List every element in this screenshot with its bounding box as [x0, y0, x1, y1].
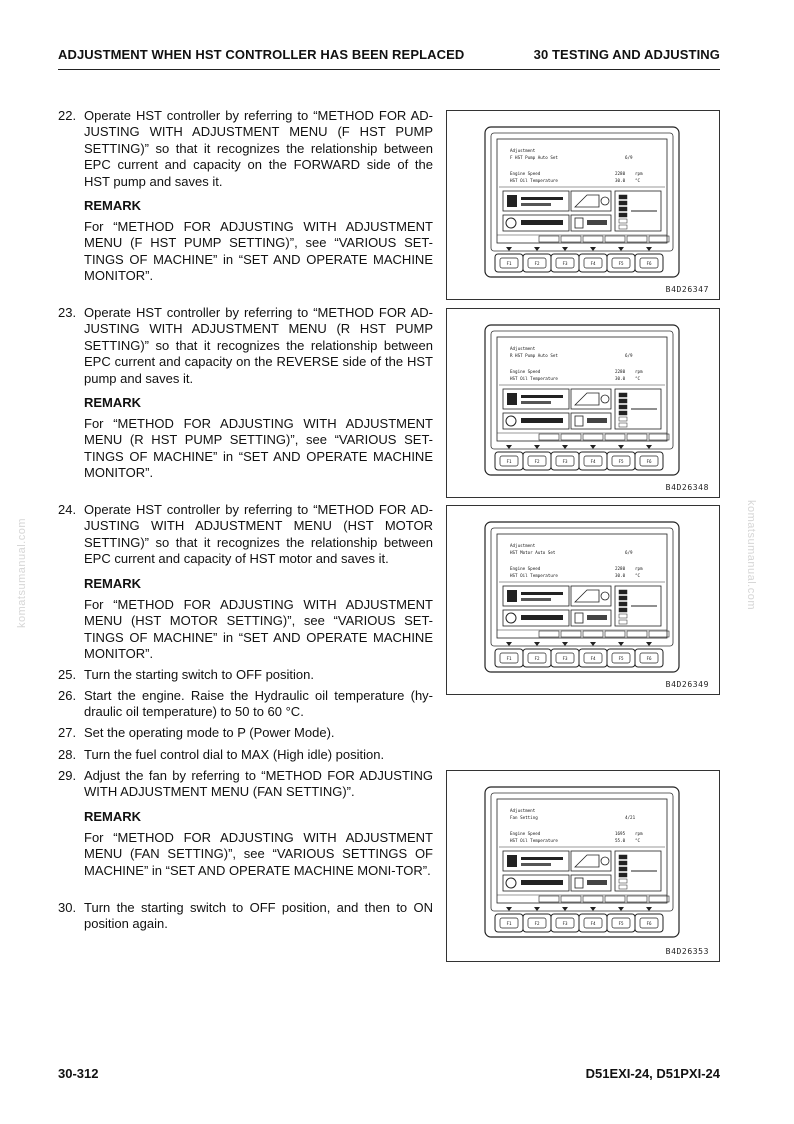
function-key-label: F4: [590, 921, 596, 926]
function-key-label: F1: [506, 261, 512, 266]
monitor-illustration: [447, 111, 719, 299]
arrow-icon: [618, 445, 624, 449]
remark-heading: REMARK: [84, 198, 142, 213]
arrow-icon: [618, 907, 624, 911]
oil-temp-unit: °C: [635, 376, 641, 381]
engine-speed-unit: rpm: [635, 566, 643, 571]
step-number: 24.: [58, 502, 77, 517]
oil-temp-value: 55.0: [615, 838, 626, 843]
step-text: Turn the starting switch to OFF position, and then to ON position again.: [84, 900, 433, 932]
screen-item: Fan Setting: [510, 815, 538, 820]
step-number: 22.: [58, 108, 77, 123]
screen-count: 6/9: [625, 550, 633, 555]
gauge-icon: [507, 855, 517, 867]
step-text: Adjust the fan by referring to “METHOD FOR ADJUSTING WITH ADJUSTMENT MENU (FAN SETTING)”.: [84, 768, 433, 800]
arrow-icon: [646, 247, 652, 251]
step-text: Start the engine. Raise the Hydraulic oil temperature (hy-draulic oil temperature) to 50 to 60 °C.: [84, 688, 433, 720]
monitor-figure-3: [446, 505, 720, 695]
monitor: [485, 127, 679, 277]
function-key-label: F5: [618, 921, 624, 926]
watermark-left: komatsumanual.com: [16, 518, 28, 628]
arrow-icon: [534, 445, 540, 449]
screen-item: R HST Pump Auto Set: [510, 353, 558, 358]
section-title: ADJUSTMENT WHEN HST CONTROLLER HAS BEEN REPLACED: [58, 47, 465, 62]
screen-item: HST Motor Auto Set: [510, 550, 556, 555]
figure-id: B4D26347: [665, 285, 709, 294]
arrow-icon: [562, 907, 568, 911]
function-key-label: F1: [506, 656, 512, 661]
gauge-segment: [619, 596, 627, 600]
gauge-segment: [619, 195, 627, 199]
page-header: [58, 47, 720, 69]
gauge-bar: [521, 592, 563, 595]
function-key-label: F1: [506, 459, 512, 464]
step-23: [58, 305, 433, 387]
function-key-label: F6: [646, 921, 652, 926]
engine-speed-label: Engine Speed: [510, 831, 541, 836]
engine-speed-label: Engine Speed: [510, 171, 541, 176]
function-key-label: F3: [562, 459, 568, 464]
figure-id: B4D26349: [665, 680, 709, 689]
model-numbers: D51EXI-24, D51PXI-24: [585, 1066, 720, 1081]
function-key-label: F6: [646, 459, 652, 464]
gauge-bar: [521, 395, 563, 398]
remark-text: For “METHOD FOR ADJUSTING WITH ADJUSTMENT MENU (F HST PUMP SETTING)”, see “VARIOUS SET-TINGS OF MACHINE” in “SET AND OPERATE MACHINE MONITOR”.: [84, 219, 433, 284]
arrow-icon: [506, 907, 512, 911]
screen-count: 6/9: [625, 353, 633, 358]
gauge-segment: [619, 873, 627, 877]
monitor-figure-1: [446, 110, 720, 300]
arrow-icon: [534, 247, 540, 251]
gauge-segment: [619, 590, 627, 594]
step-26: [58, 688, 433, 721]
monitor-illustration: [447, 771, 719, 961]
gauge-bar: [521, 220, 563, 225]
function-key-label: F3: [562, 656, 568, 661]
step-number: 26.: [58, 688, 77, 703]
step-number: 27.: [58, 725, 77, 740]
step-number: 23.: [58, 305, 77, 320]
watermark-right: komatsumanual.com: [745, 500, 757, 610]
gauge-bar: [521, 863, 551, 866]
step-text: Operate HST controller by referring to “METHOD FOR AD-JUSTING WITH ADJUSTMENT MENU (F HST PUMP SETTING)” so that it recognizes the relationship between EPC current and capacity on the FORWARD side of the HST pump and saves it.: [84, 108, 433, 189]
step-number: 29.: [58, 768, 77, 783]
step-28: [58, 747, 433, 763]
arrow-icon: [590, 247, 596, 251]
step-25: [58, 667, 433, 683]
function-key-label: F5: [618, 459, 624, 464]
function-key-label: F4: [590, 261, 596, 266]
gauge-segment: [619, 608, 627, 612]
arrow-icon: [590, 642, 596, 646]
function-key-label: F6: [646, 656, 652, 661]
function-key-label: F4: [590, 656, 596, 661]
arrow-icon: [506, 445, 512, 449]
gauge-segment: [619, 405, 627, 409]
remark-text: For “METHOD FOR ADJUSTING WITH ADJUSTMENT MENU (HST MOTOR SETTING)”, see “VARIOUS SET-TINGS OF MACHINE” in “SET AND OPERATE MACHINE MONITOR”.: [84, 597, 433, 662]
step-number: 25.: [58, 667, 77, 682]
engine-speed-label: Engine Speed: [510, 566, 541, 571]
step-number: 30.: [58, 900, 77, 915]
gauge-bar: [587, 220, 607, 225]
engine-speed-unit: rpm: [635, 171, 643, 176]
gauge-segment: [619, 399, 627, 403]
remark-heading: REMARK: [84, 576, 142, 591]
screen-title: Adjustment: [510, 346, 536, 351]
remark-heading: REMARK: [84, 809, 142, 824]
oil-temp-unit: °C: [635, 178, 641, 183]
arrow-icon: [562, 642, 568, 646]
step-number: 28.: [58, 747, 77, 762]
gauge-segment: [619, 201, 627, 205]
gauge-bar: [521, 880, 563, 885]
engine-speed-value: 1695: [615, 831, 626, 836]
function-key-label: F5: [618, 656, 624, 661]
gauge-segment: [619, 861, 627, 865]
monitor: [485, 522, 679, 672]
oil-temp-value: 30.0: [615, 376, 626, 381]
engine-speed-value: 2280: [615, 171, 626, 176]
arrow-icon: [562, 445, 568, 449]
arrow-icon: [618, 247, 624, 251]
monitor: [485, 325, 679, 475]
gauge-bar: [587, 880, 607, 885]
function-key-label: F3: [562, 921, 568, 926]
gauge-bar: [521, 598, 551, 601]
arrow-icon: [590, 445, 596, 449]
engine-speed-unit: rpm: [635, 369, 643, 374]
screen-item: F HST Pump Auto Set: [510, 155, 558, 160]
page-footer: [58, 1066, 720, 1086]
gauge-bar: [587, 615, 607, 620]
figure-id: B4D26348: [665, 483, 709, 492]
function-key-label: F3: [562, 261, 568, 266]
header-rule: [58, 69, 720, 70]
monitor: [485, 787, 679, 937]
function-key-label: F6: [646, 261, 652, 266]
oil-temp-label: HST Oil Temperature: [510, 376, 558, 381]
chapter-title: 30 TESTING AND ADJUSTING: [533, 47, 720, 62]
arrow-icon: [506, 247, 512, 251]
function-key-label: F1: [506, 921, 512, 926]
remark-heading: REMARK: [84, 395, 142, 410]
step-22: [58, 108, 433, 190]
oil-temp-value: 30.0: [615, 573, 626, 578]
arrow-icon: [618, 642, 624, 646]
gauge-segment: [619, 867, 627, 871]
gauge-bar: [521, 615, 563, 620]
step-text: Operate HST controller by referring to “METHOD FOR AD-JUSTING WITH ADJUSTMENT MENU (HST MOTOR SETTING)” so that it recognizes the relationship between EPC current and capacity of HST motor and saves it.: [84, 502, 433, 567]
gauge-bar: [521, 197, 563, 200]
step-24: [58, 502, 433, 568]
oil-temp-label: HST Oil Temperature: [510, 178, 558, 183]
monitor-figure-2: [446, 308, 720, 498]
arrow-icon: [562, 247, 568, 251]
arrow-icon: [646, 907, 652, 911]
step-text: Set the operating mode to P (Power Mode).: [84, 725, 335, 740]
gauge-segment: [619, 411, 627, 415]
gauge-bar: [587, 418, 607, 423]
function-key-label: F2: [534, 656, 540, 661]
monitor-figure-4: [446, 770, 720, 962]
gauge-bar: [521, 418, 563, 423]
step-29: [58, 768, 433, 801]
gauge-bar: [521, 401, 551, 404]
oil-temp-unit: °C: [635, 838, 641, 843]
screen-count: 4/21: [625, 815, 636, 820]
arrow-icon: [590, 907, 596, 911]
screen-count: 6/9: [625, 155, 633, 160]
gauge-bar: [521, 203, 551, 206]
remark-text: For “METHOD FOR ADJUSTING WITH ADJUSTMENT MENU (FAN SETTING)”, see “VARIOUS SETTINGS OF MACHINE” in “SET AND OPERATE MACHINE MONI-TOR”.: [84, 830, 433, 878]
remark-text: For “METHOD FOR ADJUSTING WITH ADJUSTMENT MENU (R HST PUMP SETTING)”, see “VARIOUS SET-TINGS OF MACHINE” in “SET AND OPERATE MACHINE MONITOR”.: [84, 416, 433, 481]
step-text: Turn the fuel control dial to MAX (High idle) position.: [84, 747, 385, 762]
monitor-illustration: [447, 309, 719, 497]
gauge-segment: [619, 207, 627, 211]
oil-temp-label: HST Oil Temperature: [510, 573, 558, 578]
arrow-icon: [646, 642, 652, 646]
arrow-icon: [534, 642, 540, 646]
screen-title: Adjustment: [510, 148, 536, 153]
gauge-segment: [619, 602, 627, 606]
oil-temp-label: HST Oil Temperature: [510, 838, 558, 843]
arrow-icon: [534, 907, 540, 911]
page-number: 30-312: [58, 1066, 99, 1081]
gauge-segment: [619, 213, 627, 217]
step-text: Turn the starting switch to OFF position.: [84, 667, 314, 682]
engine-speed-value: 2280: [615, 369, 626, 374]
figure-id: B4D26353: [665, 947, 709, 956]
function-key-label: F2: [534, 261, 540, 266]
engine-speed-unit: rpm: [635, 831, 643, 836]
step-text: Operate HST controller by referring to “METHOD FOR AD-JUSTING WITH ADJUSTMENT MENU (R HST PUMP SETTING)” so that it recognizes the relationship between EPC current and capacity on the REVERSE side of the HST pump and saves it.: [84, 305, 433, 386]
oil-temp-value: 30.0: [615, 178, 626, 183]
screen-title: Adjustment: [510, 543, 536, 548]
function-key-label: F4: [590, 459, 596, 464]
gauge-icon: [507, 195, 517, 207]
step-30: [58, 900, 433, 933]
gauge-bar: [521, 857, 563, 860]
oil-temp-unit: °C: [635, 573, 641, 578]
step-27: [58, 725, 433, 741]
monitor-illustration: [447, 506, 719, 694]
gauge-segment: [619, 393, 627, 397]
gauge-icon: [507, 590, 517, 602]
engine-speed-label: Engine Speed: [510, 369, 541, 374]
screen-title: Adjustment: [510, 808, 536, 813]
gauge-icon: [507, 393, 517, 405]
function-key-label: F2: [534, 459, 540, 464]
engine-speed-value: 2280: [615, 566, 626, 571]
arrow-icon: [646, 445, 652, 449]
arrow-icon: [506, 642, 512, 646]
function-key-label: F2: [534, 921, 540, 926]
gauge-segment: [619, 855, 627, 859]
function-key-label: F5: [618, 261, 624, 266]
